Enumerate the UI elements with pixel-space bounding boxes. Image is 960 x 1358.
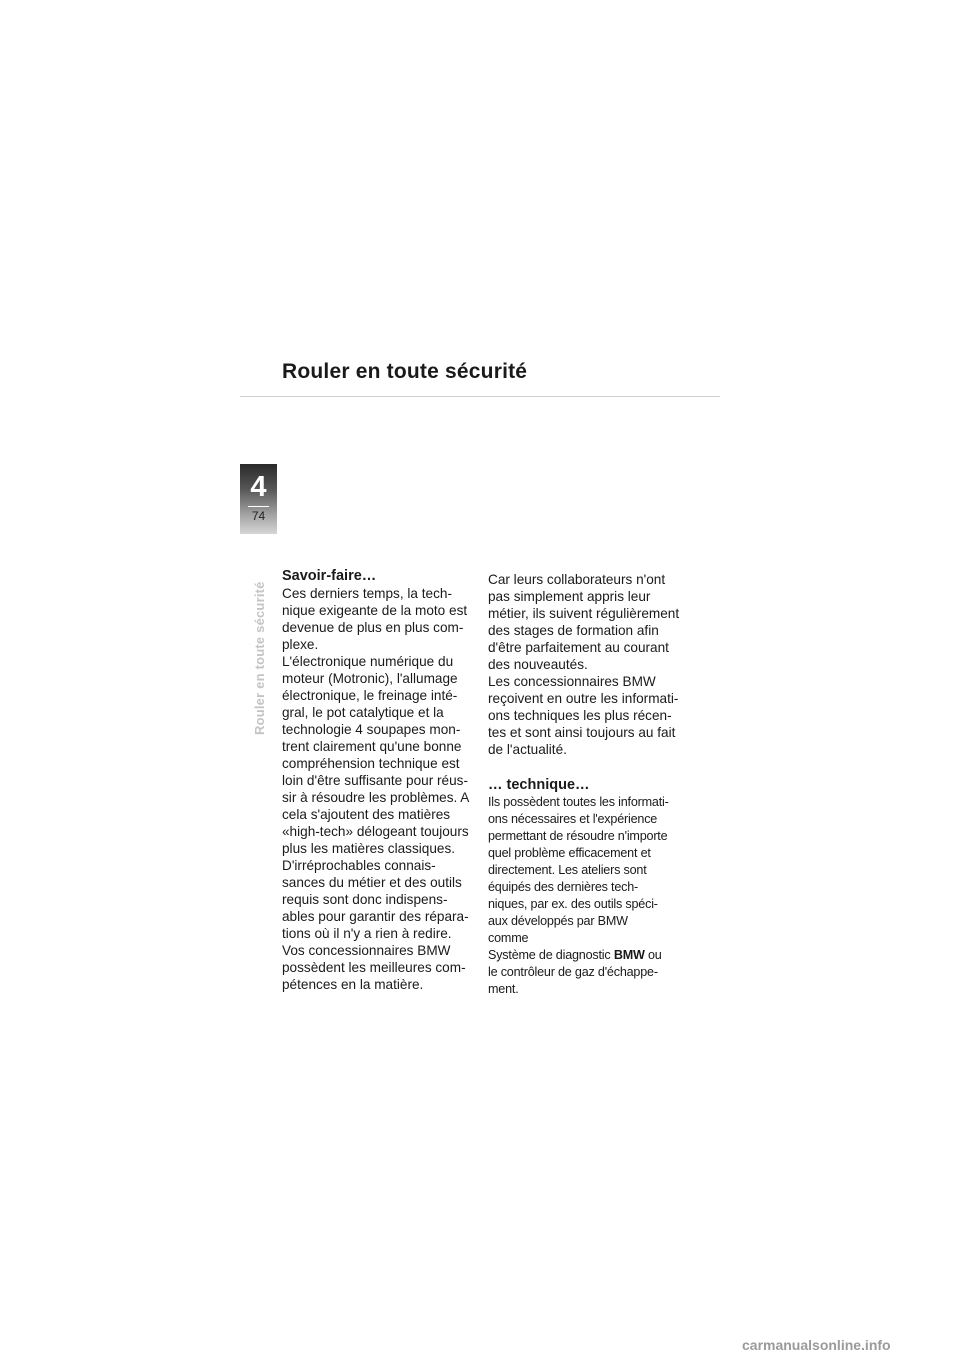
left-column bbox=[282, 568, 497, 993]
text-line: «high-tech» délogeant toujours bbox=[282, 824, 469, 839]
text-line: moteur (Motronic), l'allumage bbox=[282, 671, 458, 686]
page-title: Rouler en toute sécurité bbox=[282, 360, 528, 383]
text-line: reçoivent en outre les informati- bbox=[488, 691, 679, 706]
chapter-number: 4 bbox=[250, 471, 267, 503]
text-line: loin d'être suffisante pour réus- bbox=[282, 773, 468, 788]
text-line: tions où il n'y a rien à redire. bbox=[282, 926, 452, 941]
text-line: Vos concessionnaires BMW bbox=[282, 943, 451, 958]
text-line: ons nécessaires et l'expérience bbox=[488, 812, 658, 826]
right-column-body bbox=[488, 794, 703, 998]
text-line: le contrôleur de gaz d'échappe- bbox=[488, 965, 658, 979]
text-line: nique exigeante de la moto est bbox=[282, 603, 468, 618]
page-number: 74 bbox=[251, 509, 266, 523]
text-line: tes et sont ainsi toujours au fait bbox=[488, 725, 676, 740]
side-chapter-label: Rouler en toute sécurité bbox=[252, 581, 267, 735]
text-line: plus les matières classiques. bbox=[282, 841, 456, 856]
section-heading-technique: … technique… bbox=[488, 777, 590, 793]
text-line: des nouveautés. bbox=[488, 657, 588, 672]
text-line: permettant de résoudre n'importe bbox=[488, 829, 668, 843]
text-line: ables pour garantir des répara- bbox=[282, 909, 469, 924]
text-line: Car leurs collaborateurs n'ont bbox=[488, 572, 666, 587]
text-line: électronique, le freinage inté- bbox=[282, 688, 458, 703]
text-line: trent clairement qu'une bonne bbox=[282, 739, 462, 754]
text-line: Les concessionnaires BMW bbox=[488, 674, 656, 689]
text-line: quel problème efficacement et bbox=[488, 846, 651, 860]
text-line: sir à résoudre les problèmes. A bbox=[282, 790, 470, 805]
title-rule bbox=[240, 396, 720, 397]
text-line: des stages de formation afin bbox=[488, 623, 659, 638]
paragraph-gap bbox=[488, 758, 703, 777]
text-line: Ces derniers temps, la tech- bbox=[282, 586, 452, 601]
text-line: comme bbox=[488, 931, 529, 945]
text-line: technologie 4 soupapes mon- bbox=[282, 722, 461, 737]
text-line: gral, le pot catalytique et la bbox=[282, 705, 444, 720]
text-line: Ils possèdent toutes les informati- bbox=[488, 795, 669, 809]
text-line: plexe. bbox=[282, 637, 319, 652]
section-heading-savoir-faire: Savoir-faire… bbox=[282, 568, 377, 584]
text-line: D'irréprochables connais- bbox=[282, 858, 436, 873]
text-line: métier, ils suivent régulièrement bbox=[488, 606, 680, 621]
text-line: L'électronique numérique du bbox=[282, 654, 454, 669]
text-line: directement. Les ateliers sont bbox=[488, 863, 647, 877]
text-line: devenue de plus en plus com- bbox=[282, 620, 464, 635]
chapter-divider bbox=[248, 506, 269, 507]
right-column-intro bbox=[488, 571, 703, 758]
text-line: ment. bbox=[488, 982, 519, 996]
bmw-bold-label: BMW bbox=[613, 948, 645, 962]
text-line: requis sont donc indispens- bbox=[282, 892, 448, 907]
diagnostic-suffix: ou bbox=[644, 948, 662, 962]
text-line: aux développés par BMW bbox=[488, 914, 628, 928]
watermark: carmanualsonline.info bbox=[742, 1337, 891, 1353]
chapter-tab bbox=[240, 464, 277, 534]
text-line: niques, par ex. des outils spéci- bbox=[488, 897, 658, 911]
text-line: équipés des dernières tech- bbox=[488, 880, 639, 894]
text-line: ons techniques les plus récen- bbox=[488, 708, 672, 723]
text-line: de l'actualité. bbox=[488, 742, 567, 757]
text-line: compréhension technique est bbox=[282, 756, 460, 771]
text-line: sances du métier et des outils bbox=[282, 875, 462, 890]
text-line: cela s'ajoutent des matières bbox=[282, 807, 451, 822]
text-line: pétences en la matière. bbox=[282, 977, 424, 992]
text-line: d'être parfaitement au courant bbox=[488, 640, 669, 655]
left-column-body bbox=[282, 585, 497, 993]
diagnostic-prefix: Système de diagnostic bbox=[488, 948, 614, 962]
text-line: possèdent les meilleures com- bbox=[282, 960, 466, 975]
text-line-diagnostic bbox=[488, 947, 703, 964]
text-line: pas simplement appris leur bbox=[488, 589, 651, 604]
right-column bbox=[488, 571, 703, 998]
